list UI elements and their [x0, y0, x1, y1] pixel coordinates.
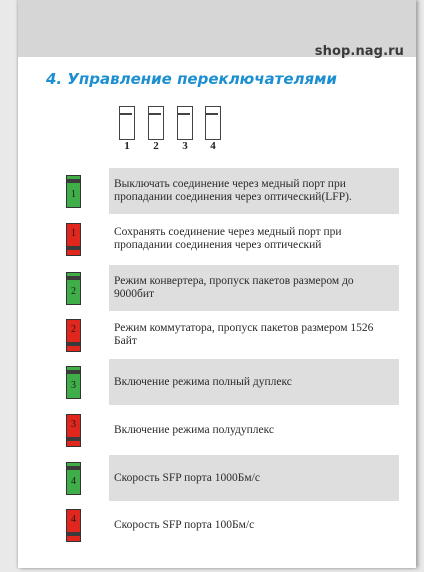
- setting-description: Сохранять соединение через медный порт при пропадании соединения через оптический: [114, 226, 342, 251]
- switch-number: 4: [71, 514, 76, 525]
- switch-number: 2: [71, 324, 76, 335]
- switch-position-icon: [66, 462, 81, 495]
- site-url: shop.nag.ru: [314, 44, 404, 59]
- setting-row: [0, 502, 424, 548]
- setting-row: [0, 359, 424, 405]
- setting-row: [0, 168, 424, 214]
- setting-description: Режим конвертера, пропуск пакетов размером до 9000бит: [109, 265, 399, 311]
- dip-label: 1: [124, 140, 130, 152]
- setting-description: Скорость SFP порта 1000Бм/с: [109, 455, 399, 501]
- switch-number: 4: [71, 476, 76, 487]
- setting-row: [0, 455, 424, 501]
- switch-position-icon: [66, 175, 81, 208]
- setting-description: Скорость SFP порта 100Бм/с: [114, 518, 255, 531]
- dip-switch-2: [148, 106, 164, 152]
- setting-row: [0, 265, 424, 311]
- switch-lever: [67, 370, 80, 374]
- switch-lever: [67, 342, 80, 346]
- switch-lever: [67, 179, 80, 183]
- setting-row: [0, 216, 424, 262]
- setting-description: Режим коммутатора, пропуск пакетов размером 1526 Байт: [114, 322, 374, 347]
- setting-description: Включение режима полудуплекс: [114, 423, 274, 436]
- switch-lever: [67, 246, 80, 250]
- switch-position-icon: [66, 509, 81, 542]
- setting-row: [0, 407, 424, 453]
- switch-number: 3: [71, 380, 76, 391]
- dip-label: 4: [210, 140, 216, 152]
- dip-label: 2: [153, 140, 159, 152]
- switch-lever: [67, 276, 80, 280]
- switch-lever: [67, 437, 80, 441]
- switch-position-icon: [66, 223, 81, 256]
- setting-description: Включение режима полный дуплекс: [109, 359, 399, 405]
- switch-lever: [67, 532, 80, 536]
- dip-switch-3: [177, 106, 193, 152]
- section-title: 4. Управление переключателями: [46, 70, 337, 88]
- dip-label: 3: [182, 140, 188, 152]
- dip-switch-4: [205, 106, 221, 152]
- switch-position-icon: [66, 319, 81, 352]
- switch-number: 3: [71, 419, 76, 430]
- switch-number: 1: [71, 189, 76, 200]
- switch-position-icon: [66, 366, 81, 399]
- setting-row: [0, 312, 424, 358]
- switch-number: 1: [71, 228, 76, 239]
- switch-position-icon: [66, 414, 81, 447]
- switch-lever: [67, 466, 80, 470]
- dip-switch-1: [119, 106, 135, 152]
- switch-position-icon: [66, 272, 81, 305]
- switch-number: 2: [71, 286, 76, 297]
- setting-description: Выключать соединение через медный порт при пропадании соединения через оптический(LFP).: [109, 168, 399, 214]
